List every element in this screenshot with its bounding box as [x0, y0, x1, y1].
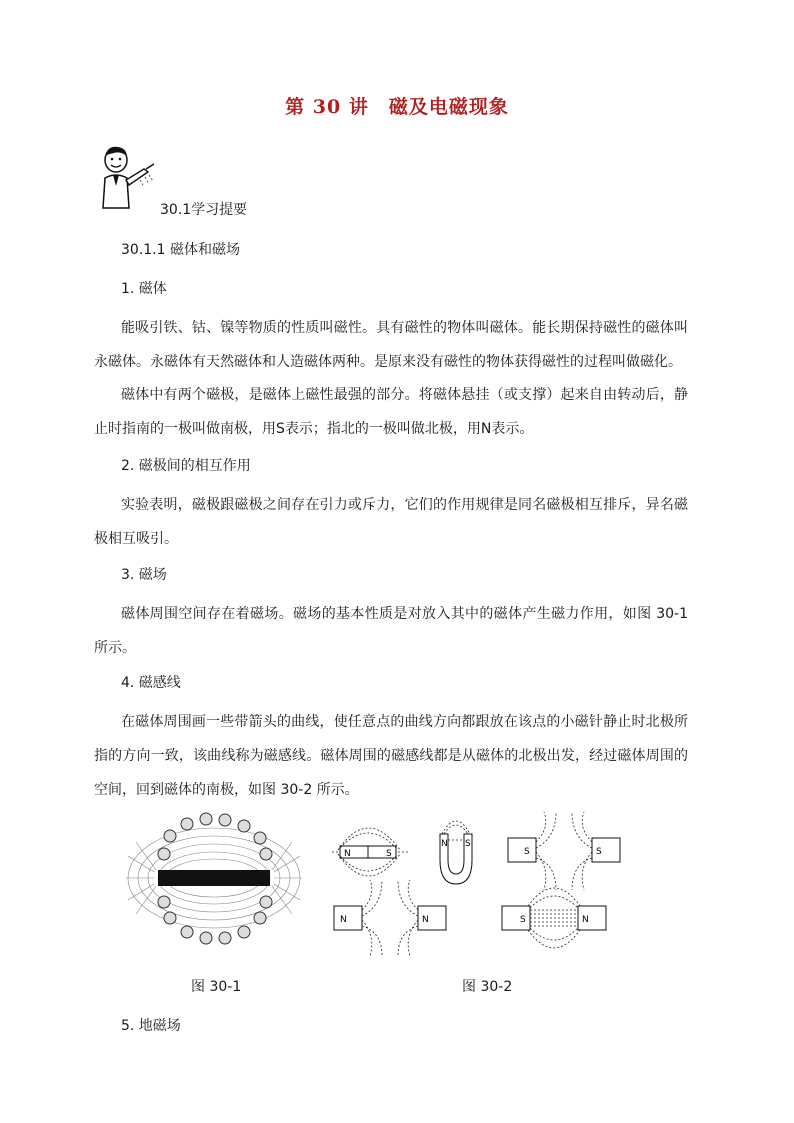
horseshoe-magnet-diagram	[440, 821, 472, 884]
item1-paragraph-2: 磁体中有两个磁极，是磁体上磁性最强的部分。将磁体悬挂（或支撑）起来自由转动后，静止时指南的一极叫做南极，用S表示；指北的一极叫做北极，用N表示。	[94, 387, 688, 437]
item1-paragraph-1: 能吸引铁、钴、镍等物质的性质叫磁性。具有磁性的物体叫磁体。能长期保持磁性的磁体叫永磁体。永磁体有天然磁体和人造磁体两种。是原来没有磁性的物体获得磁性的过程叫做磁化。	[94, 320, 688, 370]
right-pole-n: N	[422, 915, 429, 925]
item4-paragraph: 在磁体周围画一些带箭头的曲线，使任意点的曲线方向都跟放在该点的小磁针静止时北极所指的方向一致，该曲线称为磁感线。磁体周围的磁感线都是从磁体的北极出发，经过磁体周围的空间，回到磁体的南极，如图 30-2 所示。	[94, 714, 688, 798]
item4-heading: 4. 磁感线	[121, 675, 181, 691]
unlike-poles-s-n-diagram	[502, 888, 606, 948]
pointing-teacher-icon	[96, 142, 158, 212]
item5-heading: 5. 地磁场	[121, 1018, 181, 1034]
page-title: 第 30 讲 磁及电磁现象	[285, 96, 509, 118]
bar-magnet-diagram	[330, 828, 408, 876]
right-pole-s: S	[596, 847, 602, 857]
horseshoe-pole-n: N	[441, 839, 448, 849]
figure-30-1-caption: 图 30-1	[191, 979, 242, 995]
subsection-heading: 30.1.1 磁体和磁场	[121, 242, 240, 258]
figure-30-1-iron-filings	[124, 812, 304, 948]
figure-30-2-field-lines	[330, 808, 630, 958]
figure-30-2-caption: 图 30-2	[462, 979, 513, 995]
center-pole-s: S	[520, 915, 526, 925]
left-pole-n: N	[340, 915, 347, 925]
item2-paragraph: 实验表明，磁极跟磁极之间存在引力或斥力，它们的作用规律是同名磁极相互排斥，异名磁极相互吸引。	[94, 497, 688, 547]
pole-s-label: S	[386, 849, 392, 859]
horseshoe-pole-s: S	[465, 839, 471, 849]
center-pole-n: N	[582, 915, 589, 925]
item2-heading: 2. 磁极间的相互作用	[121, 458, 251, 474]
left-pole-s: S	[524, 847, 530, 857]
section-heading: 30.1学习提要	[160, 202, 248, 218]
item1-heading: 1. 磁体	[121, 281, 167, 297]
like-poles-n-n-diagram	[334, 880, 446, 956]
item3-heading: 3. 磁场	[121, 567, 167, 583]
item3-paragraph: 磁体周围空间存在着磁场。磁场的基本性质是对放入其中的磁体产生磁力作用，如图 30-1 所示。	[94, 606, 688, 656]
like-poles-s-s-diagram	[508, 812, 620, 890]
pole-n-label: N	[344, 849, 351, 859]
